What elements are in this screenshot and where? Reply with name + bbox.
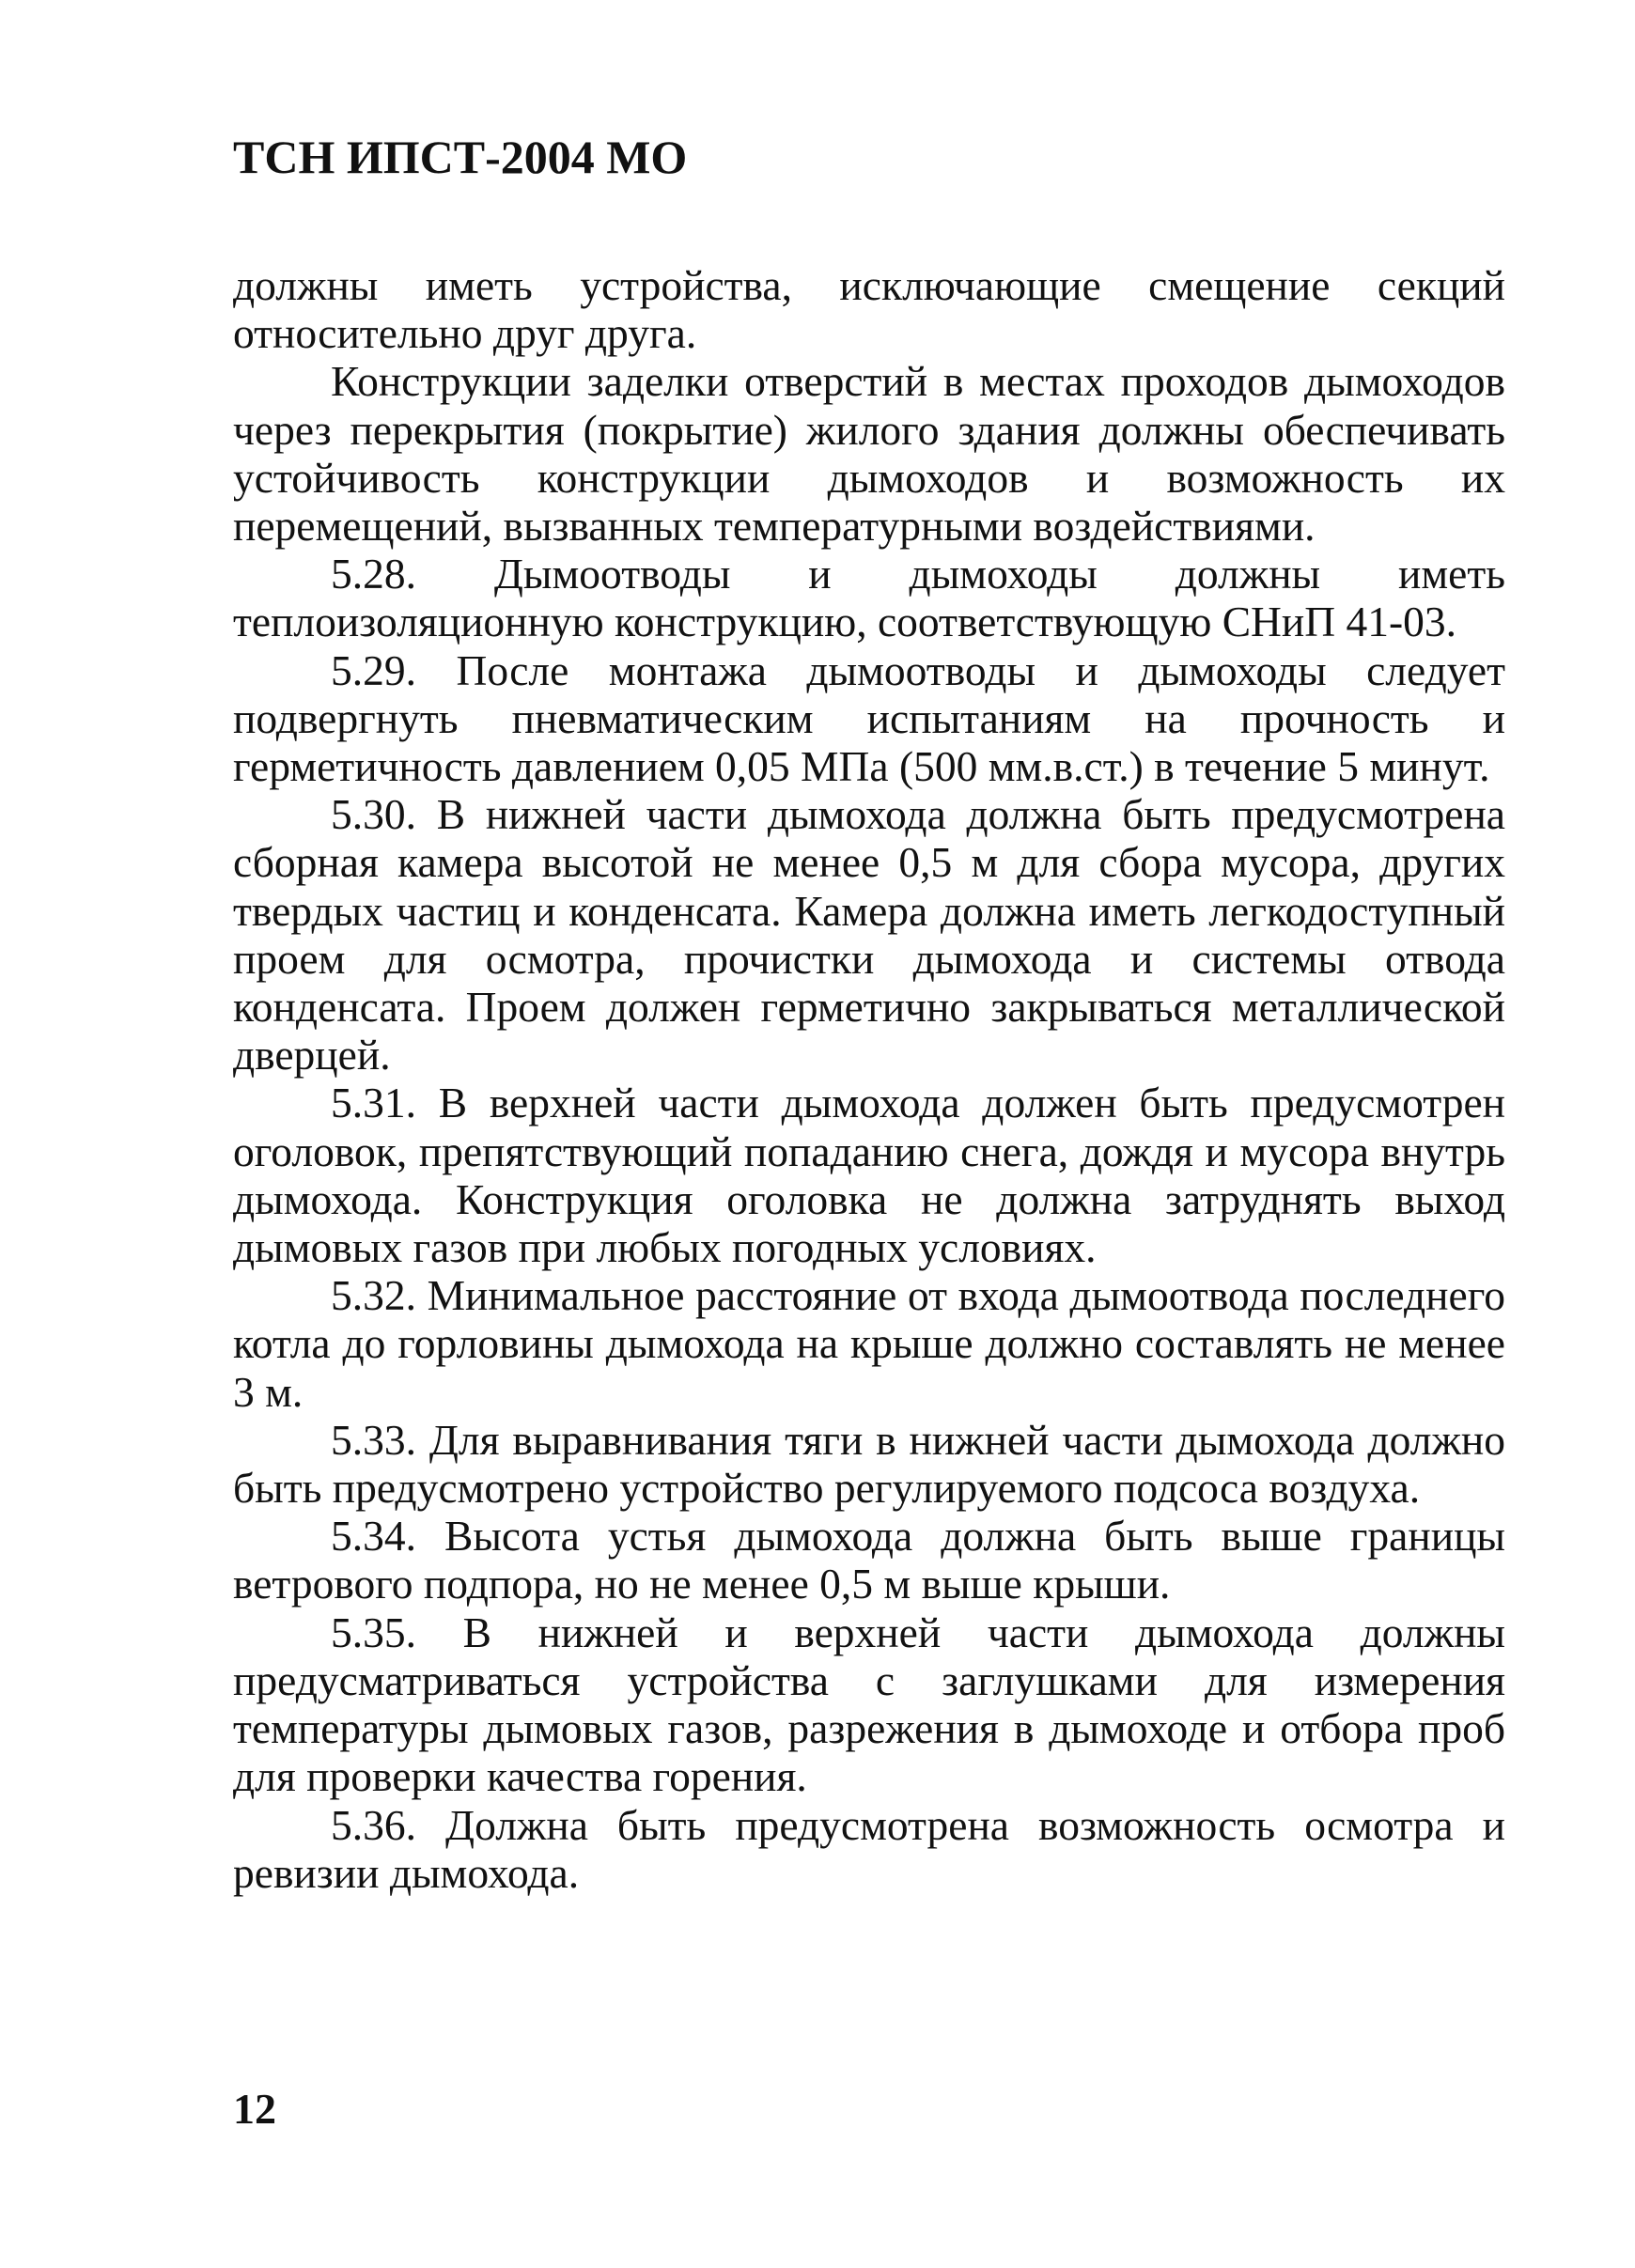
paragraph-5-32: 5.32. Минимальное расстояние от входа дымоотвода последнего котла до горловины дымохода на крыше должно составлять не менее 3 м. — [233, 1271, 1505, 1416]
paragraph-5-29: 5.29. После монтажа дымоотводы и дымоходы следует подвергнуть пневматическим испытаниям на прочность и герметичность давлением 0,05 МПа (500 мм.в.ст.) в течение 5 минут. — [233, 645, 1505, 791]
paragraph-5-36: 5.36. Должна быть предусмотрена возможность осмотра и ревизии дымохода. — [233, 1800, 1505, 1897]
page-number: 12 — [233, 2085, 276, 2133]
paragraph-5-28: 5.28. Дымоотводы и дымоходы должны иметь теплоизоляционную конструкцию, соответствующую СНиП 41-03. — [233, 550, 1505, 646]
paragraph-flue-passage: Конструкции заделки отверстий в местах проходов дымоходов через перекрытия (покрытие) жилого здания должны обеспечивать устойчивость конструкции дымоходов и возможность их перемещений, вызванных температурными воздействиями. — [233, 357, 1505, 551]
paragraph-5-34: 5.34. Высота устья дымохода должна быть выше границы ветрового подпора, но не менее 0,5 м выше крыши. — [233, 1512, 1505, 1608]
paragraph-5-35: 5.35. В нижней и верхней части дымохода должны предусматриваться устройства с заглушками для измерения температуры дымовых газов, разрежения в дымоходе и отбора проб для проверки качества горения. — [233, 1608, 1505, 1801]
document-code-header: ТСН ИПСТ-2004 МО — [233, 131, 688, 183]
paragraph-5-33: 5.33. Для выравнивания тяги в нижней части дымохода должно быть предусмотрено устройство регулируемого подсоса воздуха. — [233, 1415, 1505, 1513]
paragraph-5-30: 5.30. В нижней части дымохода должна быть предусмотрена сборная камера высотой не менее 0,5 м для сбора мусора, других твердых частиц и конденсата. Камера должна иметь легкодоступный проем для осмотра, прочистки дымохода и системы отвода конденсата. Проем должен герметично закрываться металлической дверцей. — [233, 790, 1505, 1080]
document-body — [233, 261, 1505, 1897]
paragraph-continuation: должны иметь устройства, исключающие смещение секций относительно друг друга. — [233, 261, 1505, 358]
paragraph-5-31: 5.31. В верхней части дымохода должен быть предусмотрен оголовок, препятствующий попаданию снега, дождя и мусора внутрь дымохода. Конструкция оголовка не должна затруднять выход дымовых газов при любых погодных условиях. — [233, 1079, 1505, 1272]
